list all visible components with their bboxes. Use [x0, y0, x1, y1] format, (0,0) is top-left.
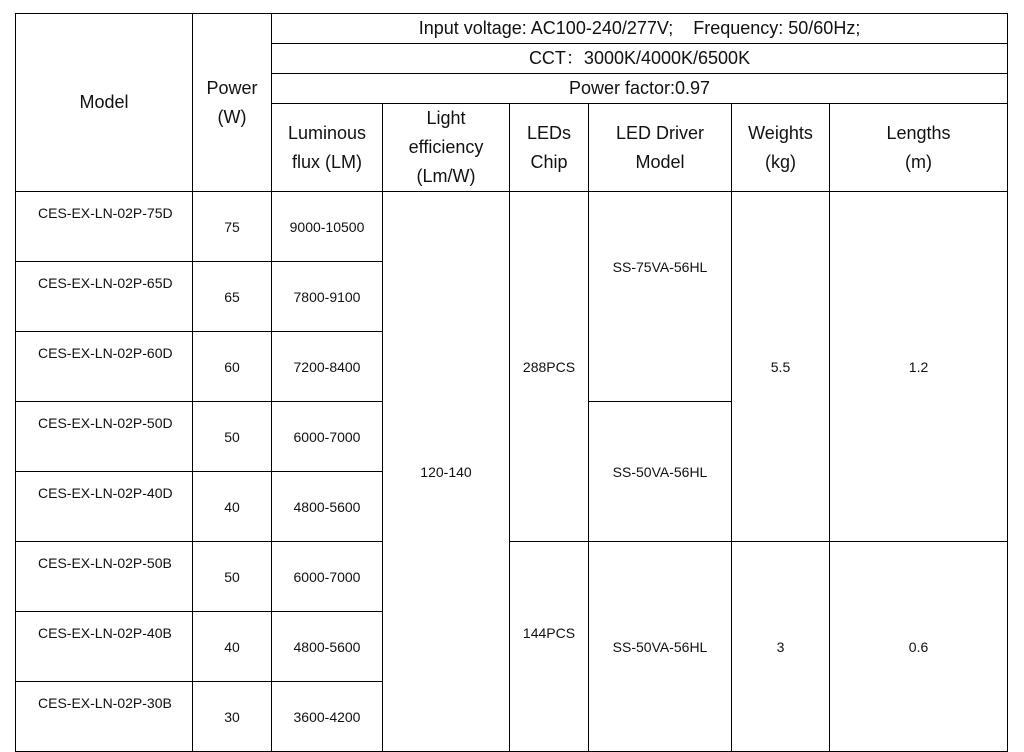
flux-cell: 6000-7000: [272, 402, 383, 472]
model-cell: CES-EX-LN-02P-60D: [16, 332, 193, 402]
model-cell: CES-EX-LN-02P-50D: [16, 402, 193, 472]
model-cell: CES-EX-LN-02P-40D: [16, 472, 193, 542]
model-cell: CES-EX-LN-02P-65D: [16, 262, 193, 332]
power-cell: 50: [193, 402, 272, 472]
weight-cell-d: 5.5: [732, 192, 830, 542]
power-cell: 40: [193, 472, 272, 542]
driver-cell-50: SS-50VA-56HL: [589, 402, 732, 542]
power-cell: 50: [193, 542, 272, 612]
driver-cell-b: SS-50VA-56HL: [589, 542, 732, 752]
model-cell: CES-EX-LN-02P-50B: [16, 542, 193, 612]
header-power: Power (W): [193, 14, 272, 192]
driver-cell-75: SS-75VA-56HL: [589, 192, 732, 402]
length-cell-b: 0.6: [830, 542, 1008, 752]
header-lengths: Lengths (m): [830, 104, 1008, 192]
header-power-factor: Power factor:0.97: [272, 74, 1008, 104]
header-light-efficiency: Light efficiency (Lm/W): [383, 104, 510, 192]
model-cell: CES-EX-LN-02P-30B: [16, 682, 193, 752]
chip-cell-d: 288PCS: [510, 192, 589, 542]
header-leds-chip: LEDs Chip: [510, 104, 589, 192]
header-luminous-flux: Luminous flux (LM): [272, 104, 383, 192]
efficiency-cell: 120-140: [383, 192, 510, 752]
model-cell: CES-EX-LN-02P-40B: [16, 612, 193, 682]
header-cct: CCT：3000K/4000K/6500K: [272, 44, 1008, 74]
power-cell: 65: [193, 262, 272, 332]
flux-cell: 7200-8400: [272, 332, 383, 402]
power-cell: 40: [193, 612, 272, 682]
length-cell-d: 1.2: [830, 192, 1008, 542]
table-row: [16, 542, 1008, 612]
header-model: Model: [16, 14, 193, 192]
header-input-voltage: Input voltage: AC100-240/277V; Frequency: 50/60Hz;: [272, 14, 1008, 44]
flux-cell: 6000-7000: [272, 542, 383, 612]
flux-cell: 3600-4200: [272, 682, 383, 752]
header-led-driver-model: LED Driver Model: [589, 104, 732, 192]
power-cell: 60: [193, 332, 272, 402]
spec-table: [15, 13, 1008, 752]
model-cell: CES-EX-LN-02P-75D: [16, 192, 193, 262]
chip-cell-b: 144PCS: [510, 542, 589, 752]
flux-cell: 9000-10500: [272, 192, 383, 262]
power-cell: 75: [193, 192, 272, 262]
weight-cell-b: 3: [732, 542, 830, 752]
header-weights: Weights (kg): [732, 104, 830, 192]
power-cell: 30: [193, 682, 272, 752]
flux-cell: 4800-5600: [272, 612, 383, 682]
table-row: [16, 192, 1008, 262]
flux-cell: 4800-5600: [272, 472, 383, 542]
flux-cell: 7800-9100: [272, 262, 383, 332]
